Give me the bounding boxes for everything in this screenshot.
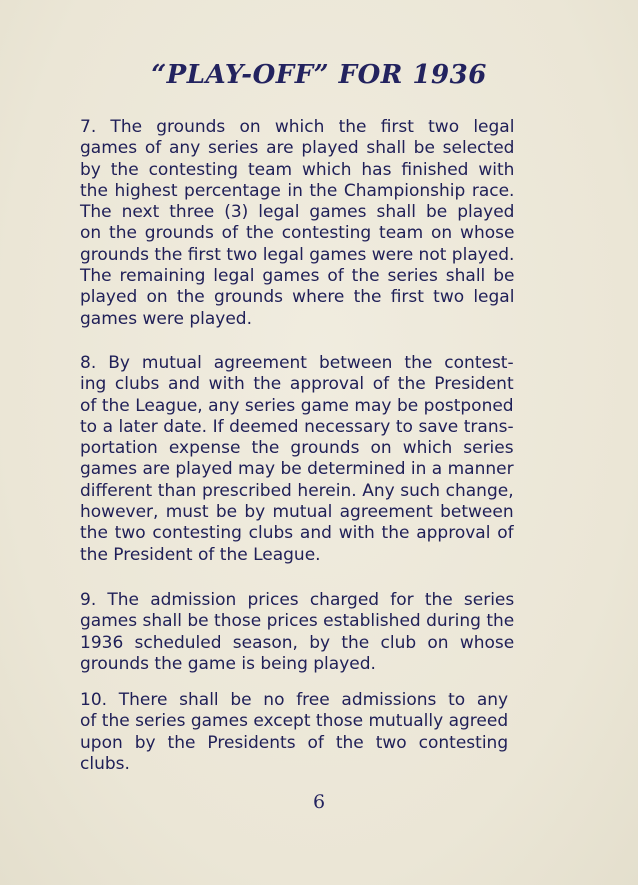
paragraph-line: by the contesting team which has finished with [80, 159, 515, 180]
paragraph-line: The next three (3) legal games shall be played [80, 202, 515, 223]
paragraph-10 [80, 690, 508, 775]
paragraph-line: ing clubs and with the approval of the President [80, 374, 514, 395]
paragraph-line: portation expense the grounds on which series [80, 438, 514, 459]
paragraph-line: 9. The admission prices charged for the series [80, 590, 515, 610]
paragraph-line: 10. There shall be no free admissions to any [80, 690, 509, 710]
paragraph-line: to a later date. If deemed necessary to save trans- [80, 416, 514, 437]
paragraph-line: played on the grounds where the first two legal [80, 287, 515, 308]
paragraph-line: 8. By mutual agreement between the contest- [80, 353, 514, 373]
paragraph-line: grounds the game is being played. [80, 653, 376, 674]
paragraph-line: clubs. [80, 753, 130, 774]
paragraph-8 [80, 353, 514, 566]
paragraph-line: the two contesting clubs and with the approval of [80, 523, 514, 544]
paragraph-line: The remaining legal games of the series shall be [80, 266, 515, 287]
paragraph-line: games shall be those prices established during the [80, 611, 515, 632]
paragraph-line: different than prescribed herein. Any such change, [80, 480, 514, 501]
paragraph-line: games of any series are played shall be selected [80, 138, 515, 159]
paragraph-line: however, must be by mutual agreement between [80, 502, 514, 523]
paragraph-line: of the League, any series game may be postponed [80, 395, 514, 416]
paragraph-line: 1936 scheduled season, by the club on whose [80, 632, 515, 653]
paragraph-line: the President of the League. [80, 544, 321, 565]
page-number: 6 [312, 791, 326, 813]
paragraph-line: the highest percentage in the Championship race. [80, 180, 515, 201]
paragraph-7 [80, 117, 514, 330]
page-title: “PLAY-OFF” FOR 1936 [151, 60, 487, 90]
paragraph-line: games were played. [80, 308, 252, 329]
paragraph-line: on the grounds of the contesting team on whose [80, 223, 515, 244]
paragraph-line: grounds the first two legal games were not played. [80, 244, 515, 265]
paragraph-line: upon by the Presidents of the two contesting [80, 732, 509, 753]
paragraph-line: of the series games except those mutually agreed [80, 711, 509, 732]
paragraph-line: games are played may be determined in a manner [80, 459, 514, 480]
paragraph-9 [80, 590, 514, 675]
paragraph-line: 7. The grounds on which the first two legal [80, 117, 515, 137]
